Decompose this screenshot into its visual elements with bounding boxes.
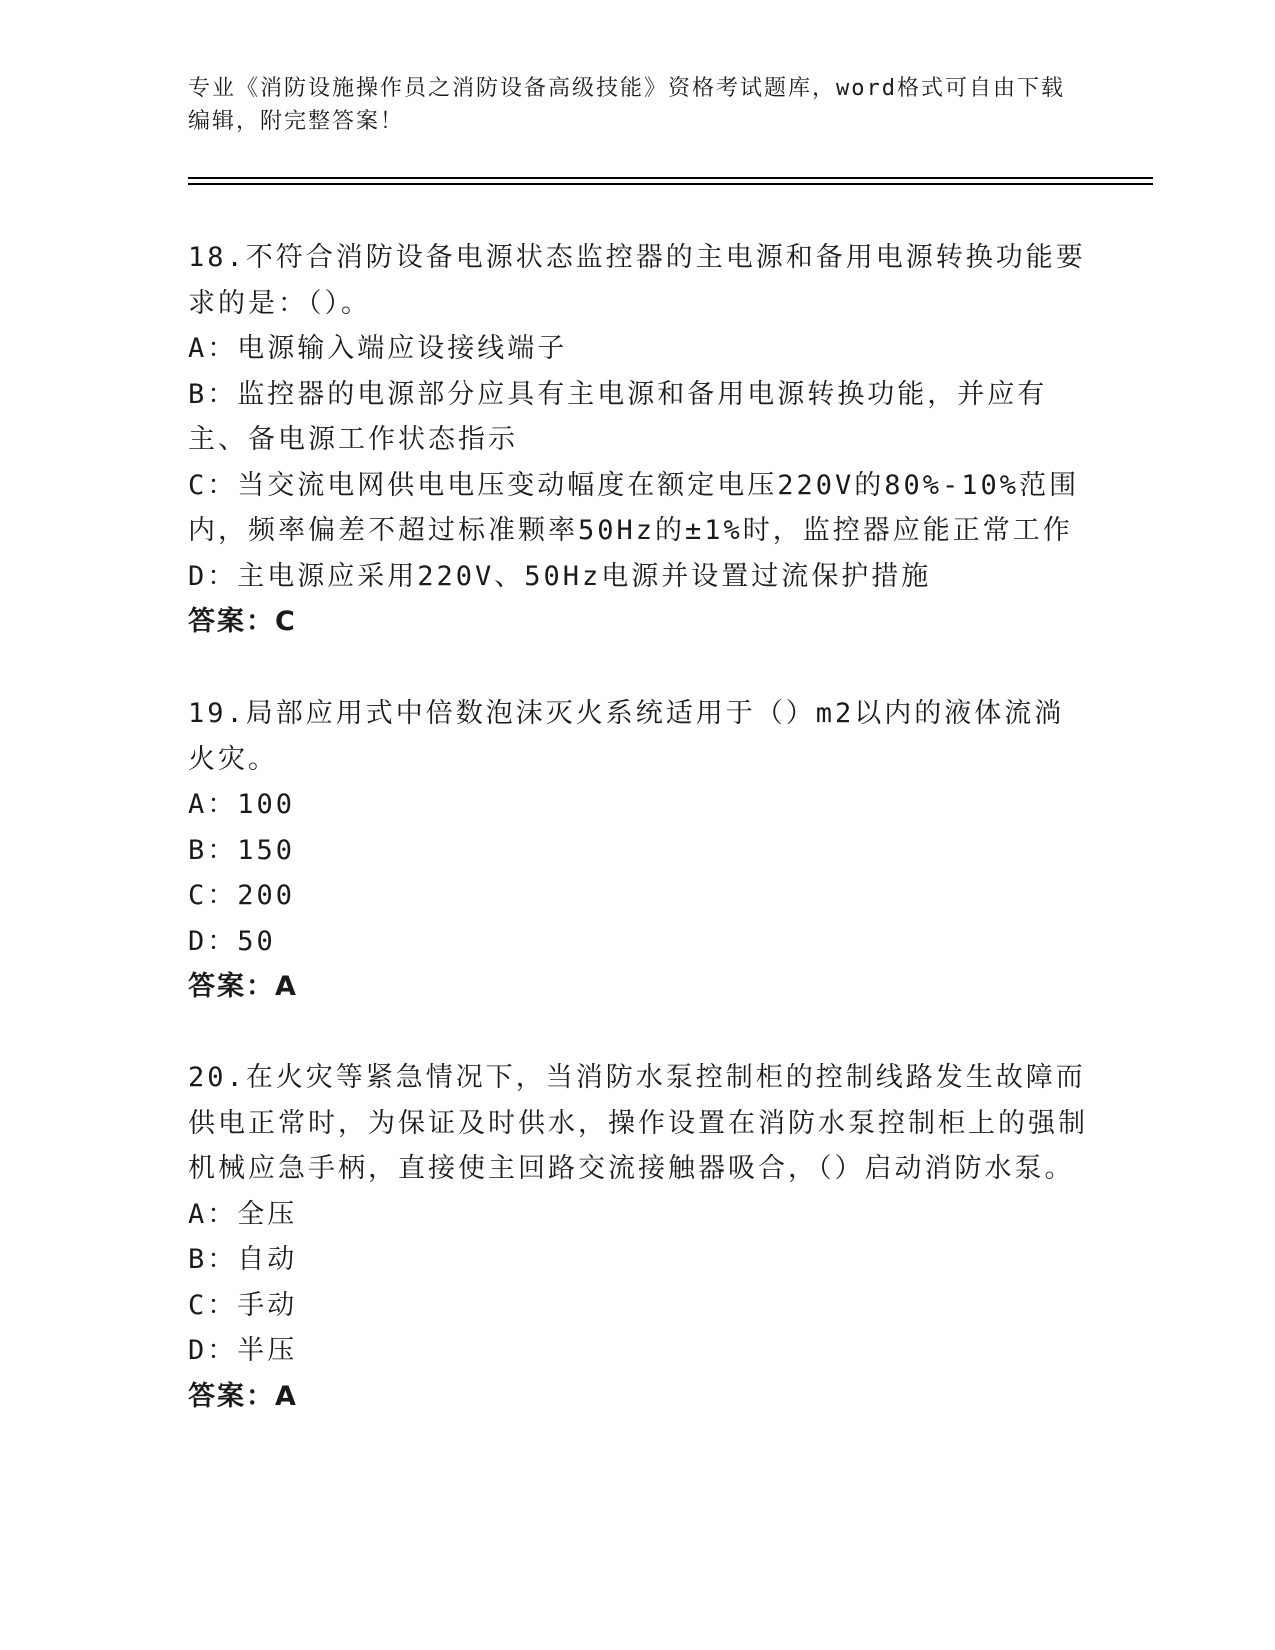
question-20 bbox=[188, 1055, 1088, 1419]
answer: 答案：C bbox=[188, 606, 297, 637]
document-header: 专业《消防设施操作员之消防设备高级技能》资格考试题库，word格式可自由下载编辑，附完整答案！ bbox=[188, 76, 1065, 134]
header-divider-bottom bbox=[188, 183, 1153, 185]
question-19 bbox=[188, 691, 1088, 1010]
option-a: A：电源输入端应设接线端子 bbox=[188, 333, 568, 364]
answer: 答案：A bbox=[188, 1380, 298, 1412]
answer: 答案：A bbox=[188, 971, 298, 1002]
question-stem: 20.在火灾等紧急情况下，当消防水泵控制柜的控制线路发生故障而供电正常时，为保证及时供水，操作设置在消防水泵控制柜上的强制机械应急手柄，直接使主回路交流接触器吸合，（）启动消防水泵。 bbox=[188, 1062, 1088, 1184]
question-18 bbox=[188, 235, 1088, 645]
option-d: D：主电源应采用220V、50Hz电源并设置过流保护措施 bbox=[188, 560, 932, 592]
option-d: D：半压 bbox=[188, 1335, 298, 1366]
option-c: C：200 bbox=[188, 880, 296, 911]
option-b: B：监控器的电源部分应具有主电源和备用电源转换功能，并应有主、备电源工作状态指示 bbox=[188, 378, 1048, 455]
header-divider-top bbox=[188, 177, 1153, 179]
option-c: C：手动 bbox=[188, 1289, 298, 1321]
option-a: A：全压 bbox=[188, 1198, 298, 1230]
option-b: B：150 bbox=[188, 834, 296, 866]
option-a: A：100 bbox=[188, 789, 296, 820]
option-b: B：自动 bbox=[188, 1244, 298, 1275]
question-stem: 19.局部应用式中倍数泡沫灭火系统适用于（）m2以内的液体流淌火灾。 bbox=[188, 698, 1065, 775]
option-c: C：当交流电网供电电压变动幅度在额定电压220V的80%-10%范围内，频率偏差不超过标准颗率50Hz的±1%时，监控器应能正常工作 bbox=[188, 469, 1080, 546]
option-d: D：50 bbox=[188, 925, 276, 957]
question-stem: 18.不符合消防设备电源状态监控器的主电源和备用电源转换功能要求的是：（）。 bbox=[188, 242, 1086, 319]
